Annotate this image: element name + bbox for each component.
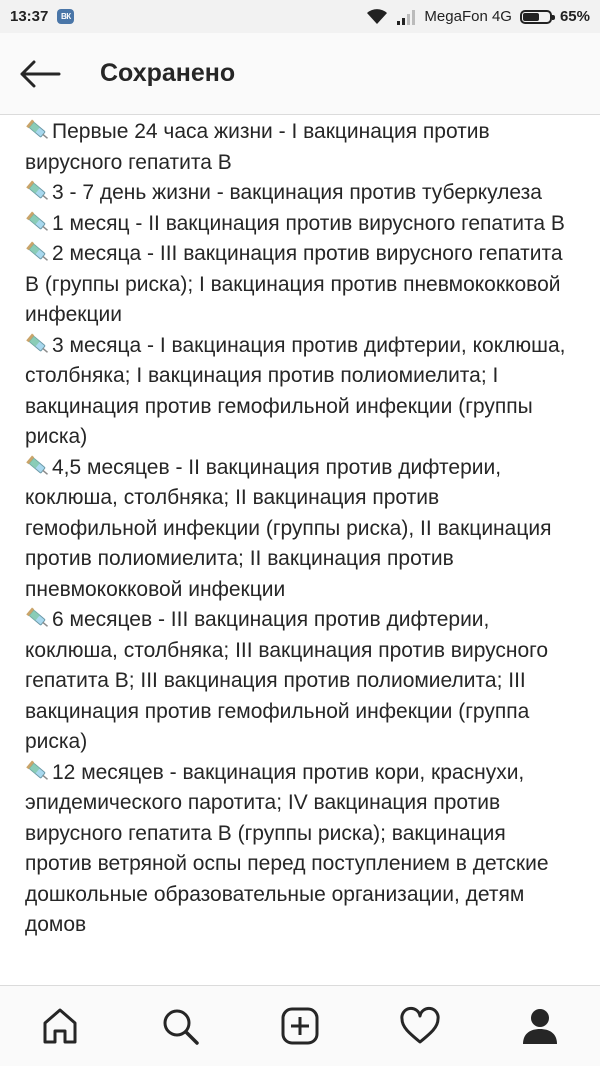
back-button[interactable] bbox=[18, 52, 62, 96]
add-post-icon bbox=[280, 1006, 320, 1046]
vaccination-item-text: 3 месяца - I вакцинация против дифтерии, коклюша, столбняка; I вакцинация против полиомиелита; I вакцинация против гемофильной инфекции (группы риска) bbox=[25, 333, 566, 448]
vaccination-item-text: 6 месяцев - III вакцинация против дифтерии, коклюша, столбняка; III вакцинация против вирусного гепатита В; III вакцинация против полиомиелита; III вакцинация против гемофильной инфекции (группа риска) bbox=[25, 608, 549, 753]
profile-icon bbox=[520, 1006, 560, 1046]
syringe-icon bbox=[25, 120, 52, 143]
nav-add-button[interactable] bbox=[270, 996, 330, 1056]
status-bar bbox=[0, 0, 600, 33]
status-time: 13:37 bbox=[10, 8, 49, 25]
vaccination-item-text: Первые 24 часа жизни - I вакцинация против вирусного гепатита В bbox=[25, 120, 490, 174]
vaccination-item-text: 3 - 7 день жизни - вакцинация против туберкулеза bbox=[52, 181, 542, 204]
post-content[interactable] bbox=[0, 115, 600, 985]
home-icon bbox=[40, 1006, 80, 1046]
battery-fill bbox=[523, 13, 539, 21]
vaccination-item bbox=[25, 239, 576, 331]
carrier-name: MegaFon 4G bbox=[424, 8, 512, 25]
nav-activity-button[interactable] bbox=[390, 996, 450, 1056]
vaccination-item-text: 12 месяцев - вакцинация против кори, краснухи, эпидемического паротита; IV вакцинация против вирусного гепатита В (группы риска); вакцинация против ветряной оспы перед поступлением в детские дошкольные образовательные организации, детям домов bbox=[25, 760, 549, 936]
nav-profile-button[interactable] bbox=[510, 996, 570, 1056]
syringe-icon bbox=[25, 761, 52, 784]
page-title: Сохранено bbox=[100, 59, 236, 87]
vaccination-item bbox=[25, 117, 576, 178]
vk-notification-icon: ВК bbox=[57, 9, 74, 24]
vaccination-item-text: 1 месяц - II вакцинация против вирусного гепатита В bbox=[52, 211, 565, 235]
arrow-left-icon bbox=[19, 60, 61, 88]
vaccination-item bbox=[25, 209, 576, 240]
app-header bbox=[0, 33, 600, 115]
vaccination-item-text: 2 месяца - III вакцинация против вирусного гепатита В (группы риска); I вакцинация против пневмококковой инфекции bbox=[25, 242, 563, 326]
vaccination-item bbox=[25, 331, 576, 453]
vaccination-item bbox=[25, 758, 576, 941]
syringe-icon bbox=[25, 334, 52, 357]
status-right bbox=[366, 8, 590, 25]
syringe-icon bbox=[25, 181, 52, 204]
battery-percent: 65% bbox=[559, 8, 590, 25]
vaccination-item bbox=[25, 605, 576, 758]
battery-icon bbox=[520, 10, 552, 24]
syringe-icon bbox=[25, 456, 52, 479]
bottom-nav bbox=[0, 985, 600, 1066]
vaccination-item bbox=[25, 453, 576, 606]
vaccination-item bbox=[25, 178, 576, 209]
syringe-icon bbox=[25, 242, 52, 265]
signal-icon bbox=[396, 9, 416, 25]
wifi-icon bbox=[366, 9, 388, 25]
nav-home-button[interactable] bbox=[30, 996, 90, 1056]
post-caption bbox=[0, 115, 600, 941]
search-icon bbox=[160, 1006, 200, 1046]
syringe-icon bbox=[25, 608, 52, 631]
syringe-icon bbox=[25, 212, 52, 235]
vaccination-item-text: 4,5 месяцев - II вакцинация против дифтерии, коклюша, столбняка; II вакцинация против гемофильной инфекции (группы риска), II вакцинация против полиомиелита; II вакцинация против пневмококковой инфекции bbox=[25, 455, 552, 601]
nav-search-button[interactable] bbox=[150, 996, 210, 1056]
heart-icon bbox=[399, 1006, 441, 1046]
